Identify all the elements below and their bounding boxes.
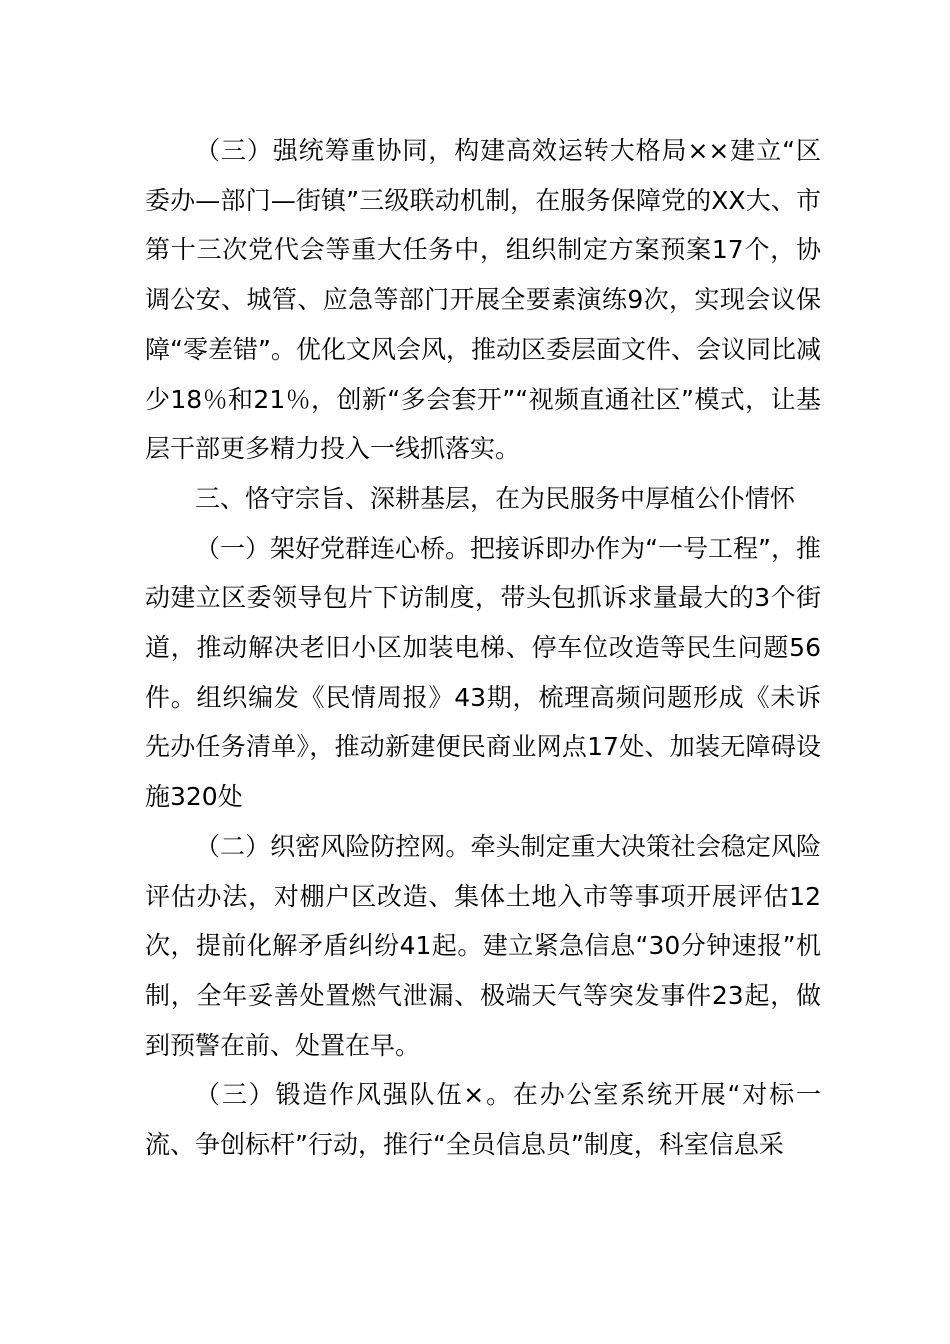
section-heading-three: 三、恪守宗旨、深耕基层，在为民服务中厚植公仆情怀: [195, 483, 796, 513]
paragraph-team-building: （三）锻造作风强队伍×。在办公室系统开展“对标一流、争创标杆”行动，推行“全员信息员”制度，科室信息采: [145, 1080, 821, 1160]
paragraph-party-mass-bridge: （一）架好党群连心桥。把接诉即办作为“一号工程”，推动建立区委领导包片下访制度，带头包抓诉求量最大的3个街道，推动解决老旧小区加装电梯、停车位改造等民生问题56件。组织编发《民情周报》43期，梳理高频问题形成《未诉先办任务清单》，推动新建便民商业网点17处、加装无障碍设施320处: [145, 533, 821, 812]
document-body: [145, 126, 821, 1170]
paragraph-risk-control: （二）织密风险防控网。牵头制定重大决策社会稳定风险评估办法，对棚户区改造、集体土地入市等事项开展评估12次，提前化解矛盾纠纷41起。建立紧急信息“30分钟速报”机制，全年妥善处置燃气泄漏、极端天气等突发事件23起，做到预警在前、处置在早。: [145, 831, 821, 1060]
paragraph-coordination: （三）强统筹重协同，构建高效运转大格局××建立“区委办—部门—街镇”三级联动机制，在服务保障党的XX大、市第十三次党代会等重大任务中，组织制定方案预案17个，协调公安、城管、应急等部门开展全要素演练9次，实现会议保障“零差错”。优化文风会风，推动区委层面文件、会议同比减少18％和21％，创新“多会套开”“视频直通社区”模式，让基层干部更多精力投入一线抓落实。: [145, 136, 821, 464]
